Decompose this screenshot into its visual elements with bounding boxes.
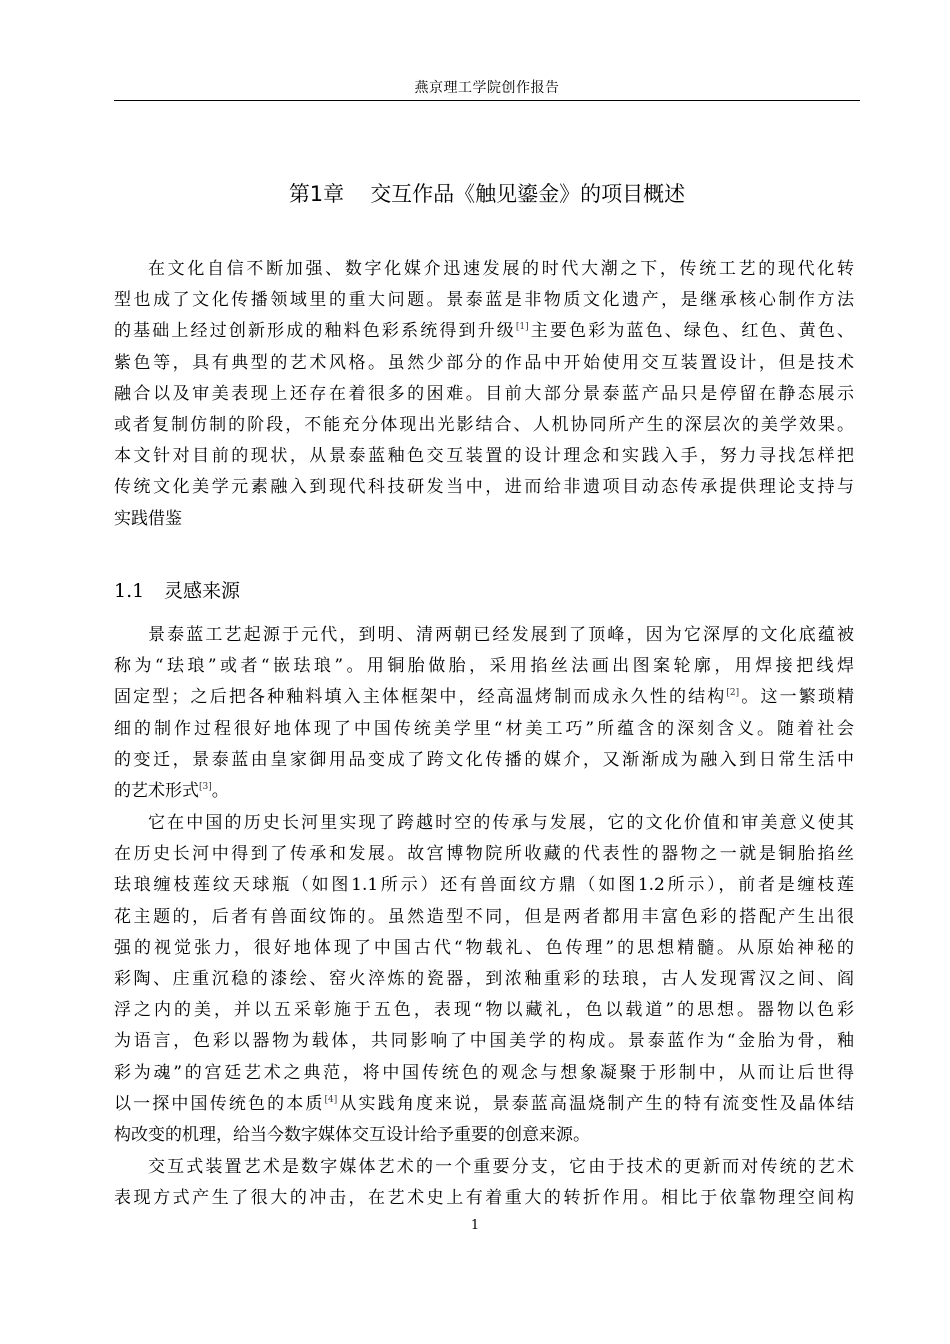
text-run: 。 bbox=[211, 781, 229, 802]
text-run: 以一探中国传统色的本质 bbox=[114, 1093, 325, 1114]
text-line: 为语言，色彩以器物为载体，共同影响了中国美学的构成。景泰蓝作为“金胎为骨，釉 bbox=[114, 1031, 854, 1052]
text-run: 。这一繁琐精 bbox=[739, 687, 855, 708]
text-line: 它在中国的历史长河里实现了跨越时空的传承与发展，它的文化价值和审美意义使其 bbox=[148, 813, 854, 833]
citation-ref-2: [2] bbox=[726, 688, 740, 699]
text-line: 的变迁，景泰蓝由皇家御用品变成了跨文化传播的媒介，又渐渐成为融入到日常生活中 bbox=[114, 749, 854, 770]
text-line: 紫色等，具有典型的艺术风格。虽然少部分的作品中开始使用交互装置设计，但是技术 bbox=[114, 352, 854, 373]
text-line bbox=[114, 682, 854, 713]
text-line: 型也成了文化传播领域里的重大问题。景泰蓝是非物质文化遗产，是继承核心制作方法 bbox=[114, 290, 854, 311]
text-line: 构改变的机理，给当今数字媒体交互设计给予重要的创意来源。 bbox=[114, 1125, 590, 1146]
chapter-title bbox=[114, 176, 860, 212]
text-line bbox=[114, 316, 854, 347]
section-number: 1.1 bbox=[114, 580, 145, 602]
intro-paragraph bbox=[114, 254, 854, 535]
running-header: 燕京理工学院创作报告 bbox=[114, 76, 860, 101]
text-run: 从实践角度来说，景泰蓝高温烧制产生的特有流变性及晶体结 bbox=[337, 1093, 855, 1114]
text-line: 彩为魂”的宫廷艺术之典范，将中国传统色的观念与想象凝聚于形制中，从而让后世得 bbox=[114, 1062, 854, 1083]
text-line: 浮之内的美，并以五采彰施于五色，表现“物以藏礼，色以载道”的思想。器物以色彩 bbox=[114, 1000, 854, 1021]
text-line: 花主题的，后者有兽面纹饰的。虽然造型不同，但是两者都用丰富色彩的搭配产生出很 bbox=[114, 906, 854, 927]
text-line: 彩陶、庄重沉稳的漆绘、窑火淬炼的瓷器，到浓釉重彩的珐琅，古人发现霄汉之间、阎 bbox=[114, 969, 854, 990]
citation-ref-3: [3] bbox=[199, 782, 212, 793]
text-line: 或者复制仿制的阶段，不能充分体现出光影结合、人机协同所产生的深层次的美学效果。 bbox=[114, 415, 854, 436]
section-heading bbox=[114, 576, 240, 606]
text-line bbox=[114, 776, 854, 807]
page-number: 1 bbox=[470, 1218, 480, 1233]
text-line: 珐琅缠枝莲纹天球瓶（如图1.1所示）还有兽面纹方鼎（如图1.2所示），前者是缠枝莲 bbox=[114, 875, 854, 896]
text-line: 在文化自信不断加强、数字化媒介迅速发展的时代大潮之下，传统工艺的现代化转 bbox=[148, 259, 854, 279]
text-run: 主要色彩为蓝色、绿色、红色、黄色、 bbox=[528, 321, 855, 342]
paragraph-inspiration-3 bbox=[114, 1152, 854, 1214]
text-line: 强的视觉张力，很好地体现了中国古代“物载礼、色传理”的思想精髓。从原始神秘的 bbox=[114, 937, 854, 958]
text-line bbox=[114, 1089, 854, 1120]
chapter-title-text: 交互作品《触见鎏金》的项目概述 bbox=[370, 182, 686, 206]
text-line: 融合以及审美表现上还存在着很多的困难。目前大部分景泰蓝产品只是停留在静态展示 bbox=[114, 383, 854, 404]
text-line: 交互式装置艺术是数字媒体艺术的一个重要分支，它由于技术的更新而对传统的艺术 bbox=[148, 1157, 854, 1177]
text-line: 称为“珐琅”或者“嵌珐琅”。用铜胎做胎，采用掐丝法画出图案轮廓，用焊接把线焊 bbox=[114, 656, 854, 677]
text-line: 细的制作过程很好地体现了中国传统美学里“材美工巧”所蕴含的深刻含义。随着社会 bbox=[114, 718, 854, 739]
text-run: 的基础上经过创新形成的釉料色彩系统得到升级 bbox=[114, 321, 516, 342]
paragraph-inspiration-1 bbox=[114, 620, 854, 807]
text-line: 景泰蓝工艺起源于元代，到明、清两朝已经发展到了顶峰，因为它深厚的文化底蕴被 bbox=[148, 625, 854, 645]
section-title: 灵感来源 bbox=[164, 580, 241, 602]
paragraph-inspiration-2 bbox=[114, 808, 854, 1151]
text-line: 表现方式产生了很大的冲击，在艺术史上有着重大的转折作用。相比于依靠物理空间构 bbox=[114, 1188, 854, 1209]
citation-ref-4: [4] bbox=[324, 1094, 338, 1105]
chapter-number: 第1章 bbox=[288, 182, 345, 206]
text-line: 在历史长河中得到了传承和发展。故宫博物院所收藏的代表性的器物之一就是铜胎掐丝 bbox=[114, 844, 854, 865]
citation-ref-1: [1] bbox=[515, 322, 529, 333]
text-line: 实践借鉴 bbox=[114, 508, 182, 529]
text-run: 的艺术形式 bbox=[114, 781, 199, 802]
text-line: 本文针对目前的现状，从景泰蓝釉色交互装置的设计理念和实践入手，努力寻找怎样把 bbox=[114, 446, 854, 467]
text-run: 固定型；之后把各种釉料填入主体框架中，经高温烤制而成永久性的结构 bbox=[114, 687, 727, 708]
text-line: 传统文化美学元素融入到现代科技研发当中，进而给非遗项目动态传承提供理论支持与 bbox=[114, 477, 854, 498]
